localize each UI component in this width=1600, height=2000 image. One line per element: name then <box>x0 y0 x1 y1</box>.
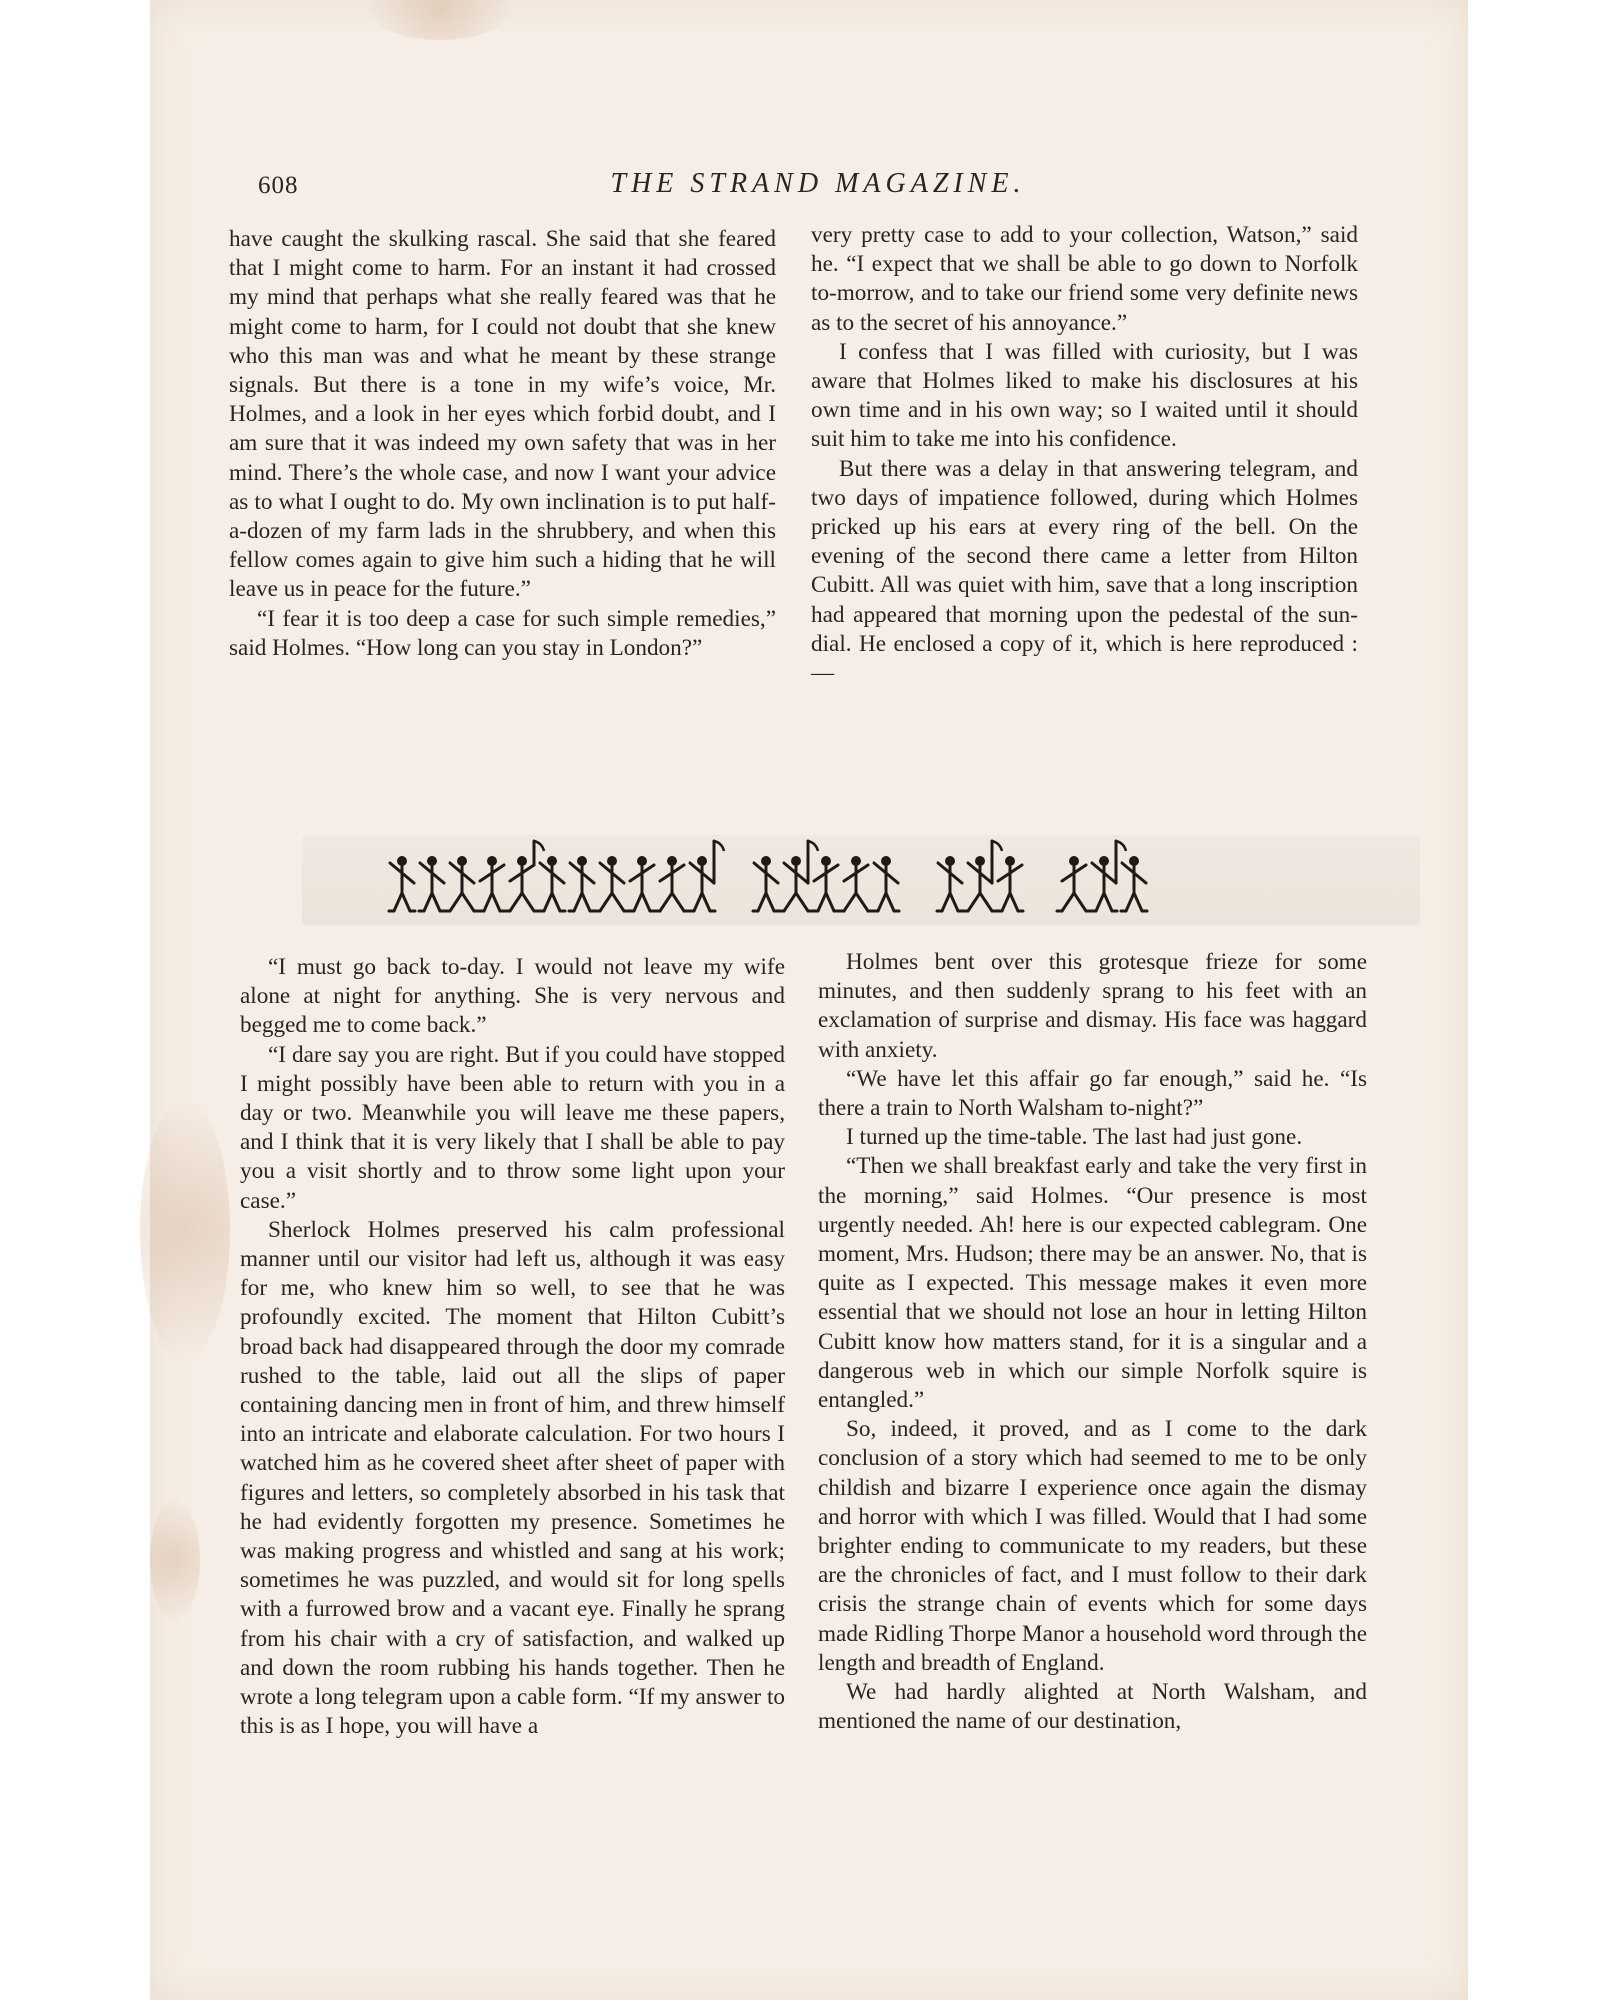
dancing-man-figure <box>997 856 1023 911</box>
page-header <box>258 160 1378 210</box>
dancing-man-figure <box>539 856 565 911</box>
dancing-man-figure <box>629 856 655 911</box>
paper-stain <box>140 1100 230 1360</box>
page-number: 608 <box>258 172 299 199</box>
paragraph: very pretty case to add to your collection, Watson,” said he. “I expect that we shall be able to go down to Norfolk to-morrow, and to take our friend some very definite news as to the secret of his annoyance.” <box>811 222 1358 336</box>
paragraph: But there was a delay in that answering telegram, and two days of impatience followed, during which Holmes pricked up his ears at every ring of the bell. On the evening of the second there came a letter from Hilton Cubitt. All was quiet with him, save that a long inscription had appeared that morning upon the pedestal of the sun-dial. He enclosed a copy of it, which is here reproduced :— <box>811 455 1358 687</box>
dancing-man-figure <box>445 856 479 911</box>
column-top-right <box>811 221 1358 688</box>
paragraph: have caught the skulking rascal. She said that she feared that I might come to harm. For an instant it had crossed my mind that perhaps what she really feared was that he might come to harm, for I could not doubt that she knew who this man was and what he meant by these strange signals. But there is a tone in my wife’s voice, Mr. Holmes, and a look in her eyes which forbid doubt, and I am sure that it was indeed my own safety that was in her mind. There’s the whole case, and now I want your advice as to what I ought to do. My own inclination is to put half-a-dozen of my farm lads in the shrubbery, and when this fellow comes again to give him such a hiding that he will leave us in peace for the future.” <box>229 226 776 603</box>
dancing-man-figure <box>1091 841 1126 911</box>
dancing-man-figure <box>569 856 595 911</box>
paper-stain <box>150 1500 200 1620</box>
paragraph: “I dare say you are right. But if you could have stopped I might possibly have been able to return with you in a day or two. Meanwhile you will leave me these papers, and I think that it is very likely that I shall be able to pay you a visit shortly and to throw some light upon your case.” <box>240 1041 785 1214</box>
dancing-man-figure <box>389 856 415 911</box>
paragraph: I turned up the time-table. The last had just gone. <box>846 1124 1303 1151</box>
paragraph: I confess that I was filled with curiosity, but I was aware that Holmes liked to make his disclosures at his own time and in his own way; so I waited until it should suit him to take me into his confidence. <box>811 338 1358 453</box>
magazine-page <box>150 0 1468 2000</box>
dancing-man-figure <box>937 856 963 911</box>
dancing-man-figure <box>419 856 445 911</box>
paragraph: “Then we shall breakfast early and take the very first in the morning,” said Holmes. “Our presence is most urgently needed. Ah! here is our expected cablegram. One moment, Mrs. Hudson; there may be an answer. No, that is quite as I expected. This message makes it even more essential that we should not lose an hour in letting Hilton Cubitt know how matters stand, for it is a singular and a dangerous web in which our simple Norfolk squire is entangled.” <box>818 1153 1367 1414</box>
paragraph: Holmes bent over this grotesque frieze for some minutes, and then suddenly sprang to his feet with an exclamation of surprise and dismay. His face was haggard with anxiety. <box>818 949 1367 1063</box>
column-bottom-left <box>240 953 785 1741</box>
cipher-illustration <box>302 835 1420 925</box>
dancing-man-figure <box>505 841 544 911</box>
running-title: THE STRAND MAGAZINE. <box>610 168 1026 199</box>
paragraph: So, indeed, it proved, and as I come to the dark conclusion of a story which had seemed to me to be only childish and bizarre I experience once again the dismay and horror with which I was filled. Would that I had some brighter ending to communicate to my readers, but these are the chronicles of fact, and I must follow to their dark crisis the strange chain of events which for some days made Ridling Thorpe Manor a household word through the length and breadth of England. <box>818 1416 1367 1676</box>
dancing-man-figure <box>873 856 899 911</box>
paragraph: “I must go back to-day. I would not leave my wife alone at night for anything. She is very nervous and begged me to come back.” <box>240 954 785 1039</box>
column-top-left <box>229 225 776 663</box>
dancing-man-figure <box>839 856 873 911</box>
paper-stain <box>370 0 510 40</box>
dancing-man-figure <box>1057 856 1091 911</box>
dancing-man-figure <box>753 856 779 911</box>
paragraph: We had hardly alighted at North Walsham, and mentioned the name of our destination, <box>818 1679 1367 1735</box>
dancing-man-figure <box>689 841 724 911</box>
dancing-men-icon <box>302 835 1420 925</box>
dancing-man-figure <box>813 856 839 911</box>
paragraph: “We have let this affair go far enough,” said he. “Is there a train to North Walsham to-night?” <box>818 1065 1367 1122</box>
paragraph: “I fear it is too deep a case for such simple remedies,” said Holmes. “How long can you stay in London?” <box>229 605 776 661</box>
dancing-man-figure <box>655 856 689 911</box>
dancing-man-figure <box>479 856 505 911</box>
dancing-man-figure <box>1121 856 1147 911</box>
dancing-man-figure <box>595 856 629 911</box>
column-bottom-right <box>818 948 1367 1736</box>
paragraph: Sherlock Holmes preserved his calm professional manner until our visitor had left us, although it was easy for me, who knew him so well, to see that he was profoundly excited. The moment that Hilton Cubitt’s broad back had disappeared through the door my comrade rushed to the table, laid out all the slips of paper containing dancing men in front of him, and threw himself into an intricate and elaborate calculation. For two hours I watched him as he covered sheet after sheet of paper with figures and letters, so completely absorbed in his task that he had evidently forgotten my presence. Sometimes he was making progress and whistled and sang at his work; sometimes he was puzzled, and would sit for long spells with a furrowed brow and a vacant eye. Finally he sprang from his chair with a cry of satisfaction, and walked up and down the room rubbing his hands together. Then he wrote a long telegram upon a cable form. “If my answer to this is as I hope, you will have a <box>240 1216 785 1740</box>
dancing-man-figure <box>963 841 1002 911</box>
dancing-man-figure <box>779 841 818 911</box>
